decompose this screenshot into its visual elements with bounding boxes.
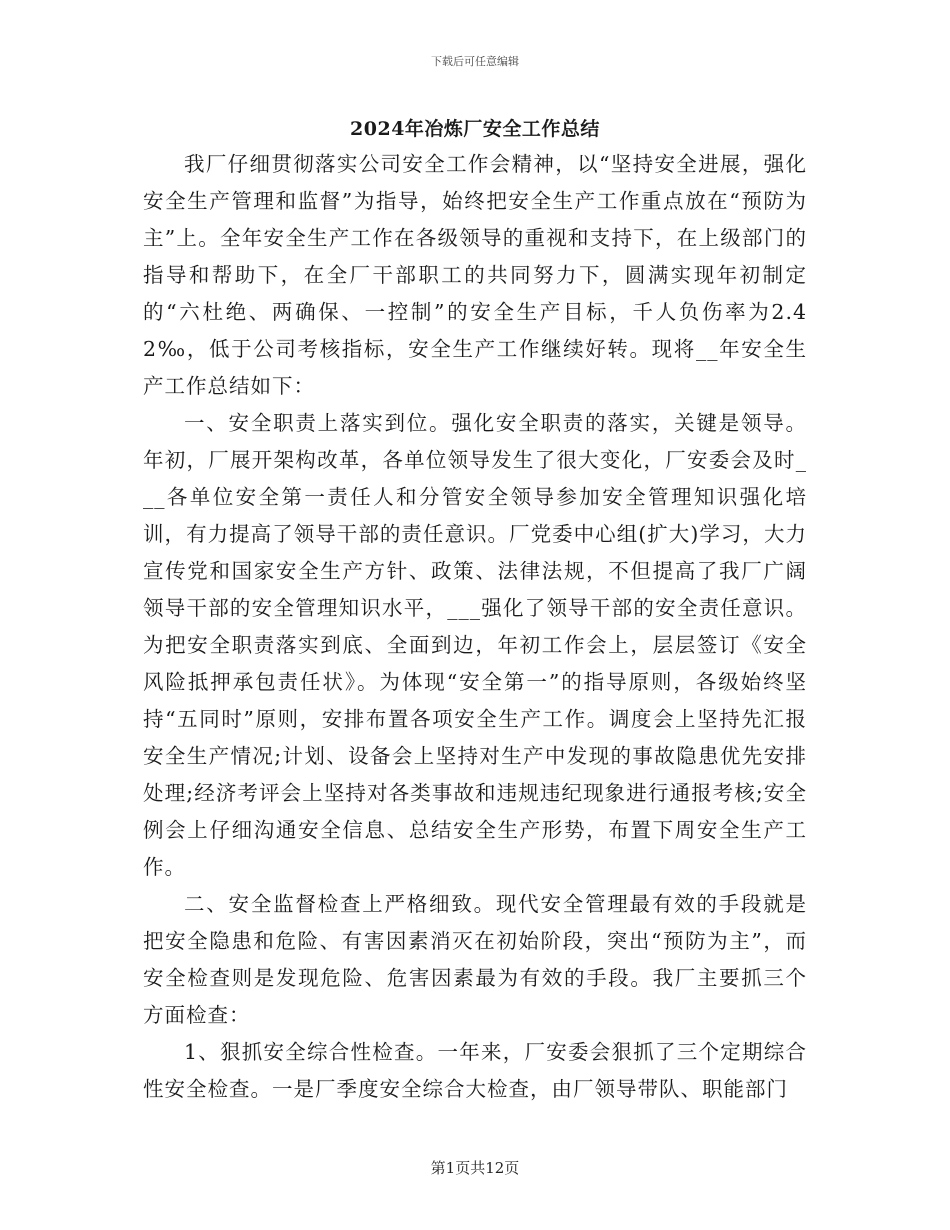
paragraph-intro: 我厂仔细贯彻落实公司安全工作会精神，以“坚持安全进展，强化安全生产管理和监督”为指导，始终把安全生产工作重点放在“预防为主”上。全年安全生产工作在各级领导的重视和支持下，在上级部门的指导和帮助下，在全厂干部职工的共同努力下，圆满实现年初制定的“六杜绝、两确保、一控制”的安全生产目标，千人负伤率为2.42‰，低于公司考核指标，安全生产工作继续好转。现将__年安全生产工作总结如下： [143, 152, 807, 398]
paragraph-section-1: 一、安全职责上落实到位。强化安全职责的落实，关键是领导。年初，厂展开架构改革，各单位领导发生了很大变化，厂安委会及时___各单位安全第一责任人和分管安全领导参加安全管理知识强化培训，有力提高了领导干部的责任意识。厂党委中心组(扩大)学习，大力宣传党和国家安全生产方针、政策、法律法规，不但提高了我厂广阔领导干部的安全管理知识水平，___强化了领导干部的安全责任意识。为把安全职责落实到底、全面到边，年初工作会上，层层签订《安全风险抵押承包责任状》。为体现“安全第一”的指导原则，各级始终坚持“五同时”原则，安排布置各项安全生产工作。调度会上坚持先汇报安全生产情况;计划、设备会上坚持对生产中发现的事故隐患优先安排处理;经济考评会上坚持对各类事故和违规违纪现象进行通报考核;安全例会上仔细沟通安全信息、总结安全生产形势，布置下周安全生产工作。 [143, 411, 807, 879]
paragraph-item-1: 1、狠抓安全综合性检查。一年来，厂安委会狠抓了三个定期综合性安全检查。一是厂季度安全综合大检查，由厂领导带队、职能部门 [143, 1040, 807, 1101]
page-number-footer: 第1页共12页 [430, 1159, 520, 1177]
page-header-note: 下载后可任意编辑 [431, 55, 519, 68]
document-title: 2024年冶炼厂安全工作总结 [350, 118, 600, 140]
document-body [143, 146, 807, 1108]
paragraph-section-2: 二、安全监督检查上严格细致。现代安全管理最有效的手段就是把安全隐患和危险、有害因素消灭在初始阶段，突出“预防为主”，而安全检查则是发现危险、危害因素最为有效的手段。我厂主要抓三个方面检查： [143, 892, 807, 1027]
